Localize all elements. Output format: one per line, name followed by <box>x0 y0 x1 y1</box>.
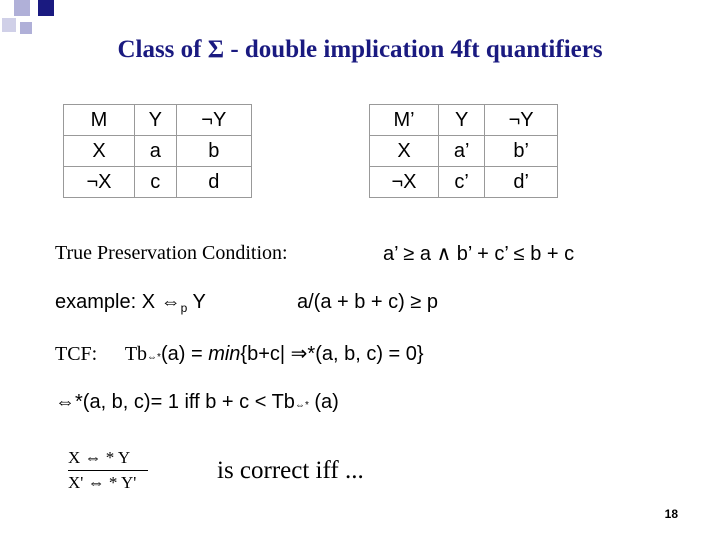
table-cell: a’ <box>439 136 485 167</box>
table-row <box>370 136 558 167</box>
table-cell: b <box>176 136 251 167</box>
table-cell: Y <box>135 105 177 136</box>
table-cell: X <box>64 136 135 167</box>
tcf-part1: (a) = <box>160 343 209 365</box>
double-arrow-icon: ⇔ <box>160 291 181 313</box>
example-formula: a/(a + b + c) ≥ p <box>297 291 439 313</box>
table-row <box>64 167 252 198</box>
table-cell: b’ <box>485 136 558 167</box>
table-cell: c’ <box>439 167 485 198</box>
table-cell: c <box>135 167 177 198</box>
tcf-tb: Tb <box>124 343 148 365</box>
conclusion-text: is correct iff ... <box>217 457 364 484</box>
fraction-bottom: X' ⇔ * Y' <box>68 473 137 492</box>
true-preservation-label: True Preservation Condition: <box>55 242 288 264</box>
slide-title: Class of Σ - double implication 4ft quantifiers <box>117 36 603 63</box>
tcf-part2: {b+c| ⇒*(a, b, c) = 0} <box>240 343 424 365</box>
table-row <box>64 105 252 136</box>
true-preservation-condition: a’ ≥ a ∧ b’ + c’ ≤ b + c <box>383 243 575 265</box>
table-row <box>370 105 558 136</box>
table-cell: d <box>176 167 251 198</box>
implication-fraction <box>68 447 148 494</box>
table-cell: M’ <box>370 105 439 136</box>
contingency-table-original <box>63 104 252 198</box>
table-row <box>64 136 252 167</box>
decor-square-3 <box>2 18 16 32</box>
table-cell: X <box>370 136 439 167</box>
statement-line <box>55 391 339 414</box>
fraction-top: X ⇔ * Y <box>68 448 131 467</box>
table-cell: Y <box>439 105 485 136</box>
table-row <box>370 167 558 198</box>
fraction-line <box>68 470 148 471</box>
statement-suffix: (a) <box>308 391 339 413</box>
page-number: 18 <box>664 507 678 521</box>
tcf-arrow-subscript: ⇔* <box>147 352 161 363</box>
example-subscript: p <box>180 301 188 315</box>
example-line <box>55 291 206 315</box>
tcf-min: min <box>208 343 241 365</box>
decor-square-4 <box>20 22 32 34</box>
tcf-line <box>55 341 424 366</box>
decor-square-2 <box>38 0 54 16</box>
statement-prefix: ⇔*(a, b, c)= 1 iff b + c < Tb <box>55 391 295 413</box>
table-cell: ¬Y <box>485 105 558 136</box>
table-cell: ¬X <box>64 167 135 198</box>
example-suffix: Y <box>187 291 206 313</box>
table-cell: a <box>135 136 177 167</box>
statement-arrow-subscript: ⇔* <box>294 400 309 411</box>
table-cell: ¬X <box>370 167 439 198</box>
table-cell: M <box>64 105 135 136</box>
table-cell: ¬Y <box>176 105 251 136</box>
tcf-label: TCF: <box>55 343 98 365</box>
decor-square-1 <box>14 0 30 16</box>
example-prefix: example: X <box>55 291 161 313</box>
contingency-table-transformed <box>369 104 558 198</box>
table-cell: d’ <box>485 167 558 198</box>
